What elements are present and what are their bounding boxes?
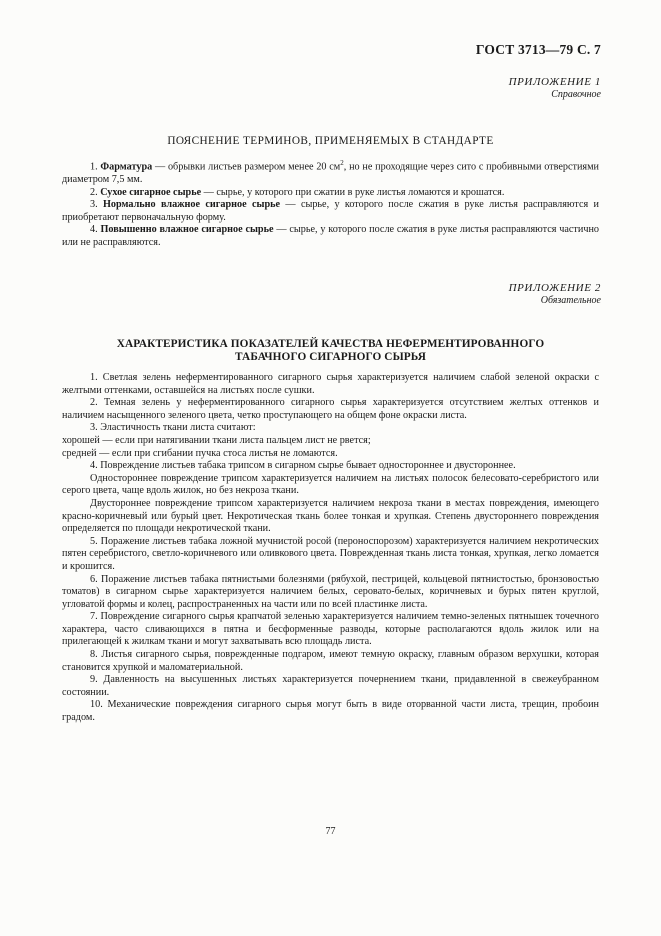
quality-title-line-2: ТАБАЧНОГО СИГАРНОГО СЫРЬЯ	[234, 350, 426, 363]
paragraph: 8. Листья сигарного сырья, поврежденные подгаром, имеют темную окраску, главным образом верхушки, которая становится хрупкой и маломатериальной.	[62, 649, 599, 673]
paragraph: Двустороннее повреждение трипсом характеризуется наличием некроза ткани в местах повреждения, имеющего красно-коричневый или бурый цвет. Некротическая ткань более тонкая и хрупкая. Степень двустороннего повреждения определяется по площади некротической ткани.	[62, 497, 599, 535]
standard-header: ГОСТ 3713—79 С. 7	[475, 42, 601, 57]
term-definition-cont: , но не проходящие через сито с пробивными отверстиями диаметром 7,5 мм.	[62, 161, 599, 185]
appendix-1-subtitle: Справочное	[551, 89, 601, 100]
term-number: 3.	[90, 199, 98, 211]
term-name: Повышенно влажное сигарное сырье	[100, 224, 274, 236]
term-name: Фарматура	[100, 161, 153, 173]
paragraph: 1. Светлая зелень неферментированного сигарного сырья характеризуется наличием слабой зеленой окраски с желтыми оттенками, оставшейся на листьях после сушки.	[62, 372, 599, 396]
term-number: 2.	[90, 186, 98, 198]
term-definition: — сырье, у которого после сжатия в руке листья расправляются частично или не расправляются.	[62, 224, 600, 248]
paragraph: 4. Повреждение листьев табака трипсом в сигарном сырье бывает одностороннее и двустороннее.	[90, 460, 516, 472]
paragraph: 2. Темная зелень у неферментированного сигарного сырья характеризуется отсутствием желтых оттенков и наличием насыщенного зеленого цвета, четко проступающего на общем фоне окраски листа.	[62, 397, 599, 421]
appendix-2-title: ПРИЛОЖЕНИЕ 2	[508, 282, 601, 294]
term-number: 1.	[90, 161, 98, 173]
term-definition: — сырье, у которого при сжатии в руке листья ломаются и крошатся.	[201, 186, 505, 198]
quality-section-title	[62, 338, 599, 363]
paragraph: Одностороннее повреждение трипсом характеризуется наличием на листьях полосок белесовато-серебристого или серого цвета, чаще вдоль жилок, но без некроза ткани.	[62, 472, 599, 497]
terms-section-title: ПОЯСНЕНИЕ ТЕРМИНОВ, ПРИМЕНЯЕМЫХ В СТАНДАРТЕ	[167, 135, 494, 147]
paragraph-sub: средней — если при сгибании пучка стоса листья не ломаются.	[62, 447, 338, 459]
paragraph: 6. Поражение листьев табака пятнистыми болезнями (рябухой, пестрицей, кольцевой пятнистостью, бронзовостью томатов) в сигарном сырье характеризуется наличием белых, серовато-белых, коричневых и бурых пятен круглой, угловатой формы и колец, распространенных на части или по всей пластинке листа.	[62, 573, 599, 610]
paragraph: 7. Повреждение сигарного сырья крапчатой зеленью характеризуется наличием темно-зеленых пятнышек точечного характера, часто сливающихся в пятна и бесформенные разводы, которые располагаются вдоль жилок или на прилегающей к жилкам ткани и могут захватывать всю площадь листа.	[62, 611, 599, 648]
appendix-2-subtitle: Обязательное	[540, 295, 601, 306]
paragraph: 3. Эластичность ткани листа считают:	[90, 422, 256, 434]
term-item-3	[62, 199, 599, 224]
paragraph: 5. Поражение листьев табака ложной мучнистой росой (пероноспорозом) характеризуется наличием некротических пятен серебристого, светло-коричневого или оливкового цвета. Поврежденная ткань листа тонкая, хрупкая, легко ломается и крошится.	[62, 535, 599, 572]
paragraph: 9. Давленность на высушенных листьях характеризуется почернением ткани, придавленной в свежеубранном состоянии.	[62, 674, 599, 698]
quality-paragraphs	[62, 372, 599, 725]
term-name: Нормально влажное сигарное сырье	[103, 199, 281, 211]
term-number: 4.	[90, 224, 98, 236]
page-number: 77	[325, 826, 336, 837]
term-name: Сухое сигарное сырье	[100, 186, 202, 198]
superscript: 2	[340, 159, 344, 167]
paragraph: 10. Механические повреждения сигарного сырья могут быть в виде оторванной части листа, трещин, пробоин градом.	[62, 699, 599, 724]
appendix-1-title: ПРИЛОЖЕНИЕ 1	[508, 76, 601, 88]
term-item-1	[62, 157, 599, 187]
term-item-4	[62, 224, 599, 249]
term-definition: — сырье, у которого после сжатия в руке листья расправляются и приобретают первоначальную форму.	[62, 199, 599, 223]
quality-title-line-1: ХАРАКТЕРИСТИКА ПОКАЗАТЕЛЕЙ КАЧЕСТВА НЕФЕРМЕНТИРОВАННОГО	[116, 338, 545, 350]
appendix-2-label	[509, 282, 601, 307]
term-item-2	[62, 187, 599, 200]
paragraph-sub: хорошей — если при натягивании ткани листа пальцем лист не рвется;	[62, 434, 371, 446]
appendix-1-label	[509, 76, 601, 101]
term-definition: — обрывки листьев размером менее 20 см	[152, 161, 341, 173]
terms-list	[62, 157, 599, 250]
